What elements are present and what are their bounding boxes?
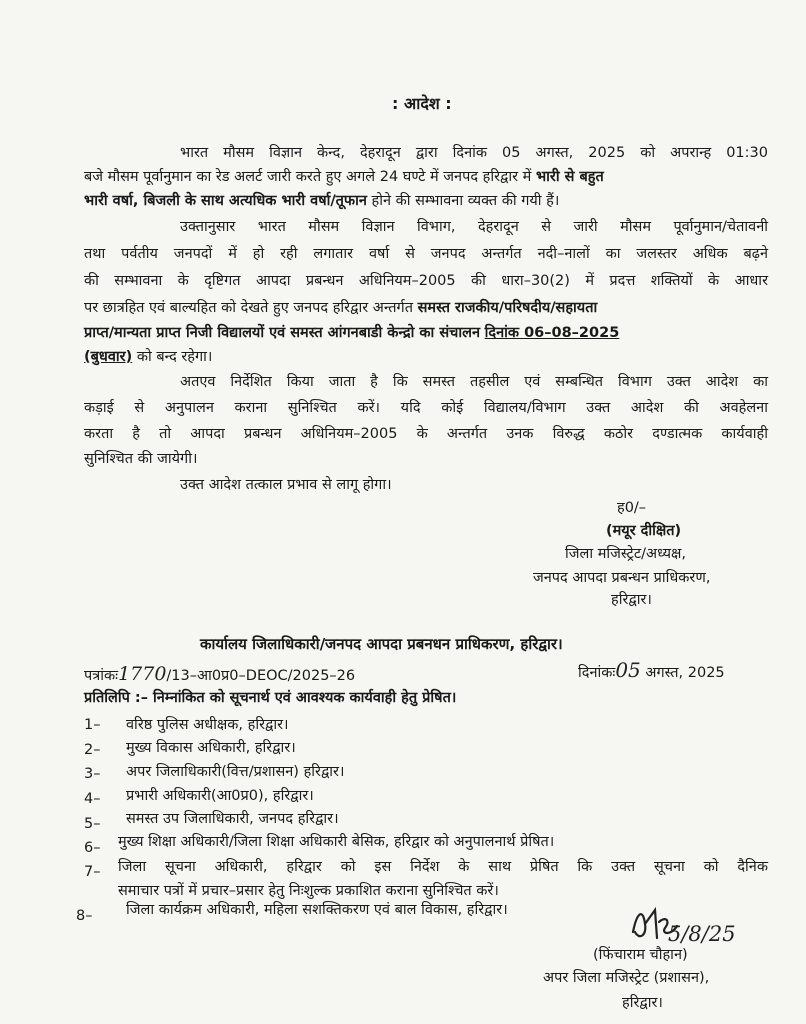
- para4: उक्त आदेश तत्काल प्रभाव से लागू होगा।: [180, 477, 392, 493]
- sig1-designation2: जनपद आपदा प्रबन्धन प्राधिकरण,: [533, 570, 711, 586]
- letter-number: [84, 664, 355, 686]
- letter-number-rest: /13–आ0प्र0–DEOC/2025–26: [166, 668, 356, 684]
- recipient-text: समस्त उप जिलाधिकारी, जनपद हरिद्वार।: [126, 811, 339, 827]
- para1-bold2: भारी वर्षा, बिजली के साथ अत्यधिक भारी वर्षा/तूफान: [84, 193, 367, 209]
- para2-line4-text: पर छात्रहित एवं बाल्यहित को देखते हुए जनपद हरिद्वार अन्तर्गत: [84, 300, 413, 316]
- recipient-text-cont: समाचार पत्रों में प्रचार–प्रसार हेतु निःशुल्क प्रकाशित कराना सुनिश्चित करें।: [118, 883, 499, 899]
- recipient-text: प्रभारी अधिकारी(आ0प्र0), हरिद्वार।: [126, 788, 314, 804]
- para1-line2-text: बजे मौसम पूर्वानुमान का रेड अलर्ट जारी करते हुए अगले 24 घण्टे में जनपद हरिद्वार में: [84, 169, 532, 185]
- recipient-num: 8–: [76, 908, 93, 924]
- letter-date-handwritten: 05: [615, 658, 641, 682]
- letter-date-label: दिनांकः: [578, 665, 616, 681]
- copy-heading-label: प्रतिलिपि :–: [84, 690, 148, 706]
- recipient-text: अपर जिलाधिकारी(वित्त/प्रशासन) हरिद्वार।: [126, 764, 345, 780]
- para2-bold2: प्राप्त/मान्यता प्राप्त निजी विद्यालयों एवं समस्त आंगनबाडी केन्द्रो का संचालन: [84, 325, 481, 341]
- para2-line4: [84, 298, 597, 318]
- sig1-signed: ह0/–: [617, 500, 647, 516]
- recipient-num: 7–: [84, 864, 101, 880]
- recipient-num: 1–: [84, 717, 101, 733]
- sig1-designation1: जिला मजिस्ट्रेट/अध्यक्ष,: [565, 546, 686, 562]
- copy-heading-text: निम्नांकित को सूचनार्थ एवं आवश्यक कार्यवाही हेतु प्रेषित।: [153, 690, 457, 706]
- recipient-text: मुख्य शिक्षा अधिकारी/जिला शिक्षा अधिकारी बेसिक, हरिद्वार को अनुपालनार्थ प्रेषित।: [118, 834, 555, 850]
- sig2-handwritten-date: 5/8/25: [668, 922, 736, 946]
- para2-closing: को बन्द रहेगा।: [136, 349, 213, 365]
- sig1-name: (मयूर दीक्षित): [606, 523, 682, 539]
- para2-line6: [84, 347, 212, 367]
- para2-date: दिनांक 06–08–2025: [484, 325, 620, 341]
- sig1-place: हरिद्वार।: [611, 592, 652, 608]
- sig2-name: (फिंचाराम चौहान): [593, 947, 688, 963]
- recipient-text: जिला सूचना अधिकारी, हरिद्वार को इस निर्देश के साथ प्रेषित कि उक्त सूचना को दैनिक: [118, 859, 768, 875]
- para2-bold1: समस्त राजकीय/परिषदीय/सहायता: [417, 300, 598, 316]
- para1-line3-text: होने की सम्भावना व्यक्त की गयी हैं।: [371, 193, 560, 209]
- recipient-num: 4–: [84, 791, 101, 807]
- recipient-num: 6–: [84, 840, 101, 856]
- office-heading: कार्यालय जिलाधिकारी/जनपद आपदा प्रबनधन प्राधिकरण, हरिद्वार।: [200, 635, 563, 653]
- para1-line2: [84, 167, 768, 187]
- para2-line2: तथा पर्वतीय जनपदों में हो रही लगातार वर्षा से जनपद अन्तर्गत नदी–नालों का जलस्तर अधिक बढ़ने: [84, 246, 768, 262]
- para2-line1: उक्तानुसार भारत मौसम विज्ञान विभाग, देहरादून से जारी मौसम पूर्वानुमान/चेतावनी: [180, 219, 768, 235]
- order-heading: : आदेश :: [392, 94, 452, 113]
- para1-line3: [84, 191, 559, 211]
- para3-line1: अतएव निर्देशित किया जाता है कि समस्त तहसील एवं सम्बन्धित विभाग उक्त आदेश का: [180, 374, 768, 390]
- recipient-num: 2–: [84, 742, 101, 758]
- sig2-place: हरिद्वार।: [622, 995, 663, 1011]
- para2-line3: की सम्भावना के दृष्टिगत आपदा प्रबन्धन अधिनियम–2005 की धारा–30(2) में प्रदत्त शक्तियों के आधार: [84, 273, 768, 289]
- letter-number-label: पत्रांकः: [84, 668, 119, 684]
- para3-line3: करता है तो आपदा प्रबन्धन अधिनियम–2005 के अन्तर्गत उनक विरुद्ध कठोर दण्डात्मक कार्यवाही: [84, 426, 768, 442]
- para1-line1: भारत मौसम विज्ञान केन्द, देहरादून द्वारा दिनांक 05 अगस्त, 2025 को अपरान्ह 01:30: [180, 145, 768, 161]
- recipient-num: 3–: [84, 766, 101, 782]
- para2-day: (बुधवार): [84, 349, 133, 365]
- recipient-text: मुख्य विकास अधिकारी, हरिद्वार।: [126, 740, 296, 756]
- recipient-text: वरिष्ठ पुलिस अधीक्षक, हरिद्वार।: [126, 717, 289, 733]
- para1-bold1: भारी से बहुत: [535, 169, 604, 185]
- recipient-num: 5–: [84, 816, 101, 832]
- para2-line5: [84, 323, 619, 343]
- para3-line4: सुनिश्चित की जायेगी।: [84, 451, 198, 467]
- recipient-text: जिला कार्यक्रम अधिकारी, महिला सशक्तिकरण एवं बाल विकास, हरिद्वार।: [126, 902, 508, 918]
- letter-date: [578, 660, 725, 683]
- copy-heading: [84, 688, 456, 708]
- letter-date-rest: अगस्त, 2025: [645, 665, 725, 681]
- letter-number-handwritten: 1770: [118, 663, 167, 685]
- para3-line2: कड़ाई से अनुपालन कराना सुनिश्चित करें। यदि कोई विद्यालय/विभाग उक्त आदेश की अवहेलना: [84, 400, 768, 416]
- sig2-designation: अपर जिला मजिस्ट्रेट (प्रशासन),: [543, 970, 710, 986]
